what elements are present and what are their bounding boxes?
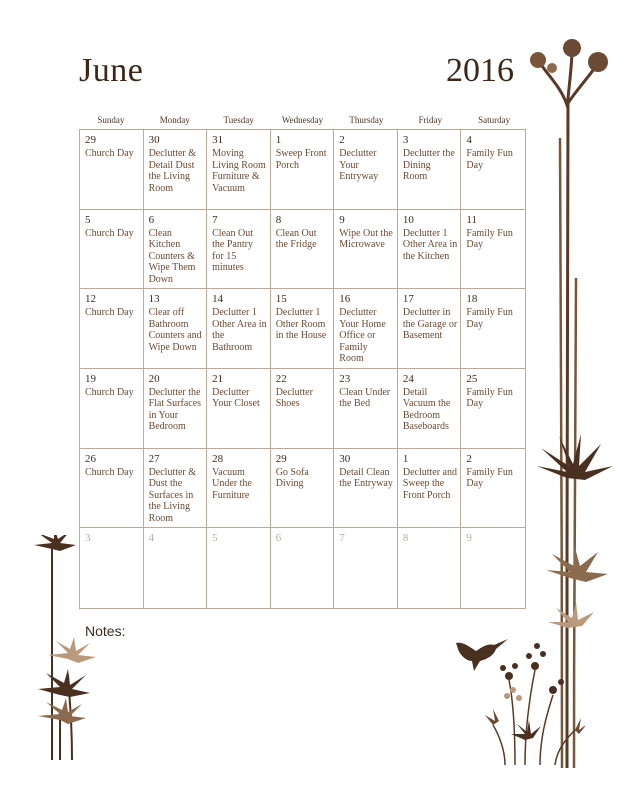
calendar-day-cell <box>144 130 208 210</box>
day-number: 15 <box>275 293 287 306</box>
calendar-day-cell <box>144 449 208 529</box>
calendar-day-cell <box>398 130 462 210</box>
calendar-day-cell <box>80 369 144 449</box>
calendar-day-cell <box>398 449 462 529</box>
calendar-day-cell <box>271 449 335 529</box>
day-number: 5 <box>85 213 91 226</box>
day-event: Clean Out the Fridge <box>275 227 317 251</box>
day-number: 10 <box>402 213 414 226</box>
day-number: 24 <box>402 372 414 385</box>
palm-plant-icon <box>30 535 105 760</box>
day-event: Church Day <box>85 307 134 319</box>
day-number: 21 <box>212 372 224 385</box>
day-number: 23 <box>339 372 351 385</box>
day-event: Declutter 1 Other Room in the House <box>275 307 327 342</box>
calendar-day-cell <box>207 528 271 608</box>
calendar-day-cell <box>144 369 208 449</box>
calendar-day-cell <box>334 130 398 210</box>
day-number: 25 <box>466 372 478 385</box>
day-event: Church Day <box>85 386 134 398</box>
calendar-day-cell <box>207 130 271 210</box>
day-event: Declutter Your Entryway <box>339 148 379 182</box>
calendar-day-cell <box>271 289 335 369</box>
day-number: 22 <box>275 372 287 385</box>
day-event: Declutter & Dust the Surfaces in the Living Room <box>148 466 197 524</box>
day-number: 27 <box>148 452 160 465</box>
weekday-label: Thursday <box>349 115 384 125</box>
weekday-label: Friday <box>418 115 442 125</box>
day-number: 31 <box>212 134 224 146</box>
day-number: 4 <box>148 532 155 545</box>
day-event: Church Day <box>85 227 134 239</box>
calendar-day-cell <box>461 289 525 369</box>
day-number: 14 <box>212 293 224 306</box>
day-number: 6 <box>275 532 282 545</box>
day-number: 3 <box>402 134 409 146</box>
calendar-day-cell <box>271 130 335 210</box>
calendar-day-cell <box>398 210 462 290</box>
weekday-label: Wednesday <box>281 115 324 125</box>
day-event: Declutter Shoes <box>275 386 313 410</box>
day-number: 9 <box>339 213 345 226</box>
calendar-day-cell <box>80 449 144 529</box>
day-number: 30 <box>148 134 160 146</box>
calendar-day-cell <box>80 210 144 290</box>
calendar-day-cell <box>334 369 398 449</box>
day-number: 1 <box>402 452 409 465</box>
day-number: 19 <box>85 372 96 385</box>
year-title: 2016 <box>446 52 514 89</box>
weekday-header <box>79 115 526 125</box>
weekday-label: Tuesday <box>223 115 254 125</box>
day-event: Detail Clean the Entryway <box>339 466 393 490</box>
calendar-day-cell <box>334 528 398 608</box>
weekday-label: Saturday <box>478 115 511 125</box>
calendar-day-cell <box>207 210 271 290</box>
calendar-day-cell <box>144 210 208 290</box>
day-number: 8 <box>402 532 409 545</box>
day-event: Declutter Your Home Office or Family Room <box>339 307 386 365</box>
day-event: Declutter 1 Other Area in the Bathroom <box>212 307 267 353</box>
day-event: Declutter the Dining Room <box>402 148 455 182</box>
day-number: 4 <box>466 134 472 146</box>
calendar-day-cell <box>461 449 525 529</box>
day-number: 9 <box>466 532 472 545</box>
calendar-day-cell <box>398 369 462 449</box>
day-number: 30 <box>339 452 351 465</box>
calendar-day-cell <box>80 130 144 210</box>
calendar-day-cell <box>271 369 335 449</box>
day-event: Go Sofa Diving <box>275 466 309 490</box>
day-number: 7 <box>339 532 345 545</box>
calendar-day-cell <box>461 369 525 449</box>
calendar-day-cell <box>207 289 271 369</box>
day-event: Detail Vacuum the Bedroom Baseboards <box>402 386 451 433</box>
day-event: Clear off Bathroom Counters and Wipe Down <box>148 307 202 353</box>
calendar-day-cell <box>80 289 144 369</box>
day-number: 28 <box>212 452 224 465</box>
day-number: 13 <box>148 293 160 306</box>
calendar-day-cell <box>144 289 208 369</box>
day-event: Declutter & Detail Dust the Living Room <box>148 148 197 194</box>
day-number: 1 <box>275 134 282 146</box>
day-number: 11 <box>466 213 478 226</box>
calendar-day-cell <box>398 289 462 369</box>
day-number: 2 <box>339 134 345 146</box>
day-event: Church Day <box>85 466 134 478</box>
calendar-day-cell <box>398 528 462 608</box>
day-event: Declutter Your Closet <box>212 386 260 410</box>
day-number: 8 <box>275 213 282 226</box>
day-event: Family Fun Day <box>466 227 513 251</box>
calendar-grid <box>79 129 526 609</box>
day-number: 5 <box>212 532 218 545</box>
weekday-label: Sunday <box>97 115 125 125</box>
weekday-label: Monday <box>159 115 190 125</box>
day-event: Declutter in the Garage or Basement <box>402 307 458 342</box>
day-event: Clean Under the Bed <box>339 386 391 410</box>
day-event: Family Fun Day <box>466 307 513 330</box>
day-event: Family Fun Day <box>466 386 513 410</box>
calendar-day-cell <box>271 210 335 290</box>
day-number: 17 <box>402 293 414 306</box>
day-number: 6 <box>148 213 155 226</box>
day-event: Declutter the Flat Surfaces in Your Bedroom <box>148 386 202 433</box>
day-event: Sweep Front Porch <box>275 148 327 171</box>
day-event: Church Day <box>85 148 134 159</box>
calendar-day-cell <box>271 528 335 608</box>
day-number: 16 <box>339 293 351 306</box>
calendar-day-cell <box>207 449 271 529</box>
day-event: Family Fun Day <box>466 148 513 171</box>
day-event: Declutter 1 Other Area in the Kitchen <box>402 227 458 262</box>
day-event: Family Fun Day <box>466 466 513 490</box>
day-event: Vacuum Under the Furniture <box>212 466 252 501</box>
day-number: 18 <box>466 293 478 306</box>
day-number: 29 <box>85 134 96 146</box>
notes-label: Notes: <box>85 623 126 639</box>
calendar-day-cell <box>207 369 271 449</box>
calendar-day-cell <box>461 210 525 290</box>
berry-plant-icon <box>485 640 585 765</box>
calendar-day-cell <box>144 528 208 608</box>
day-number: 7 <box>212 213 218 226</box>
calendar-day-cell <box>334 210 398 290</box>
calendar-day-cell <box>334 449 398 529</box>
day-number: 12 <box>85 293 96 306</box>
month-title: June <box>79 52 144 89</box>
day-number: 20 <box>148 372 160 385</box>
day-number: 2 <box>466 452 472 465</box>
calendar-day-cell <box>461 130 525 210</box>
calendar-day-cell <box>334 289 398 369</box>
day-event: Declutter and Sweep the Front Porch <box>402 466 457 501</box>
day-number: 3 <box>85 532 91 545</box>
calendar-day-cell <box>461 528 525 608</box>
day-number: 26 <box>85 452 96 465</box>
day-event: Moving Living Room Furniture & Vacuum <box>212 148 266 194</box>
day-event: Wipe Out the Microwave <box>339 227 393 251</box>
day-event: Clean Kitchen Counters & Wipe Them Down <box>148 227 196 285</box>
day-event: Clean Out the Pantry for 15 minutes <box>212 227 253 274</box>
day-number: 29 <box>275 452 287 465</box>
